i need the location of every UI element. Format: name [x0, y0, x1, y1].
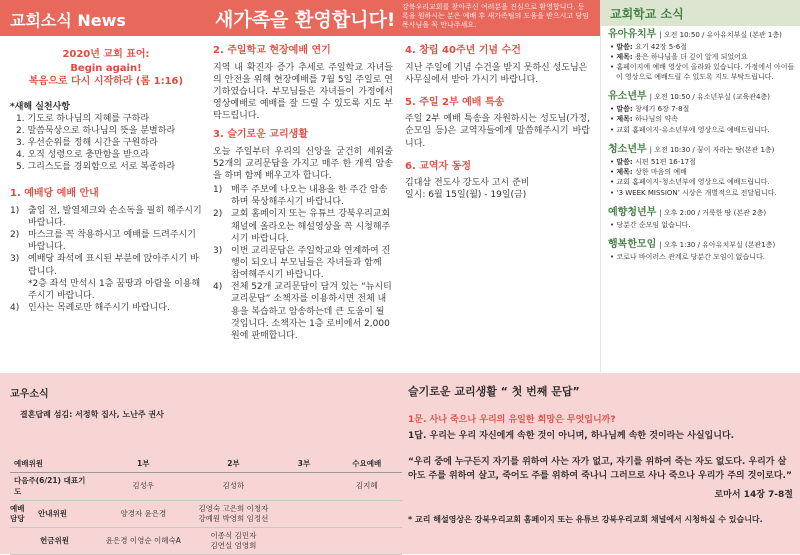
bullet-icon: •	[610, 188, 617, 197]
motto-line: Begin again!	[70, 62, 142, 74]
catechism-footnote: * 교리 해설영상은 강북우리교회 홈페이지 또는 유튜브 강북우리교회 채널에서 시청하실 수 있습니다.	[408, 515, 763, 525]
practice-item: 3. 우선순위를 정해 시간을 구원하라	[16, 137, 158, 148]
cell: 김영숙 고은희 이청자 강예원 박영희 임정선	[198, 503, 269, 523]
school-row-key: 제목	[616, 168, 630, 176]
table-row	[10, 473, 402, 500]
item-text: 마스크를 꼭 착용하시고 예배를 드려주시기 바랍니다.	[28, 230, 196, 253]
table-row	[10, 527, 402, 554]
item-number: 2)	[213, 209, 223, 220]
school-row-value: 홈페이지에 예배 영상이 올라와 있습니다. 가정에서 아이들이 영상으로 예배드릴 수 있도록 지도 부탁드립니다.	[616, 63, 795, 81]
school-row-value: 하나님의 약속	[635, 115, 678, 124]
s3-list	[213, 184, 393, 342]
cell: 윤은경 이영순 이혜숙A	[105, 535, 181, 545]
guide-item	[10, 205, 202, 229]
school-group-head	[608, 143, 796, 157]
cell: 김성우	[132, 481, 155, 491]
school-group	[608, 206, 796, 230]
school-group	[608, 143, 796, 198]
bullet-icon: •	[610, 115, 617, 124]
school-row-value: 교회 홈페이지-유소년부에 영상으로 예배드립니다.	[616, 125, 770, 134]
item-number: 4)	[10, 302, 20, 313]
s3-title: 3. 슬기로운 교리생활	[213, 129, 308, 141]
bullet-icon: •	[610, 157, 617, 166]
school-row-key: 제목	[616, 115, 630, 124]
catechism-ref: 로마서 14장 7-8절	[714, 490, 793, 501]
s4-title: 4. 창립 40주년 기념 수건	[405, 45, 521, 56]
guide-item	[10, 278, 202, 302]
school-groups	[608, 28, 796, 270]
item-number: 3)	[10, 254, 20, 265]
worship-table	[10, 456, 402, 555]
school-row	[608, 63, 796, 82]
cell: 다음주(6/21) 대표기도	[14, 476, 86, 496]
school-group	[608, 238, 796, 262]
school-row: • 말씀: 요기 42장 5-6절	[610, 42, 687, 51]
school-row-value: 시편 51편 16-17절	[635, 157, 696, 166]
practice-list	[16, 113, 202, 174]
item-number	[10, 278, 24, 302]
catechism-section	[408, 385, 793, 526]
item-text: 전체 52개 교리문답이 담겨 있는 “뉴시티 교리문답” 소책자를 이용하시면 전체 내용을 복습하고 암송하는데 큰 도움이 될 것입니다. 소책자는 1층 로비에서 2,000원에 판매합니다.	[231, 282, 392, 341]
guide-item	[10, 302, 202, 314]
school-row-value: 상한 마음의 예배	[635, 168, 687, 176]
school-row: • 제목: 하나님의 약속	[610, 115, 678, 124]
table-row	[10, 500, 402, 527]
col-head: 수요예배	[331, 456, 402, 473]
teacher-line: 결혼답례 섬김: 서정학 집사, 노난주 권사	[20, 409, 164, 419]
school-row: • 말씀: 시편 51편 16-17절	[610, 157, 696, 166]
school-row	[608, 189, 796, 198]
school-group-meta: | 오전 10:50 / 유소년부실 (교육관4층)	[649, 93, 770, 102]
s2-title: 2. 주일학교 현장예배 연기	[213, 45, 331, 56]
practice-item: 5. 그리스도를 경외함으로 서로 복종하라	[16, 162, 176, 173]
school-group-name: 유아유치부	[608, 29, 657, 40]
school-row-value: 요기 42장 5-6절	[635, 42, 687, 51]
item-text: 이번 교리문답은 주일학교와 연계하여 진행이 되오니 부모님들은 자녀들과 함께 참여해주시기 바랍니다.	[231, 245, 391, 281]
bullet-icon: •	[610, 125, 617, 134]
s6-line2: 일시: 6월 15일(월) - 19일(금)	[405, 190, 527, 201]
bullet-icon: •	[610, 42, 617, 51]
item-text: 인사는 목례로만 해주시기 바랍니다.	[28, 302, 170, 313]
catechism-answer: 1답. 우리는 우리 자신에게 속한 것이 아니며, 하나님께 속한 것이라는 사실입니다.	[408, 430, 735, 441]
item-text: 교회 홈페이지 또는 유튜브 강북우리교회 채널에 올라오는 해설영상을 꼭 시청해주시기 바랍니다.	[231, 209, 391, 244]
catechism-question: 1문. 사나 죽으나 우리의 유일한 희망은 무엇입니까?	[408, 414, 616, 425]
cell: 이종식 김민자 김연실 엄영희	[210, 530, 257, 551]
cell: 김성하	[222, 481, 245, 491]
school-row-key: 말씀	[616, 104, 630, 113]
guide-title: 1. 예배당 예배 안내	[10, 188, 99, 200]
item-text: 매주 주보에 나오는 내용을 한 주간 암송하며 묵상해주시기 바랍니다.	[231, 185, 388, 208]
practice-item: 4. 오직 성령으로 충만함을 받으라	[16, 150, 150, 161]
cell: 김지혜	[355, 481, 378, 491]
school-row	[608, 221, 796, 230]
catechism-header: 슬기로운 교리생활 “ 첫 번째 문답”	[408, 385, 580, 398]
s3-item	[213, 281, 393, 342]
item-number: 1)	[10, 205, 20, 216]
col-head: 1부	[96, 456, 190, 473]
school-row	[608, 178, 796, 187]
news-column	[10, 48, 202, 314]
school-group-meta: | 오후 2:00 / 거룩한 땅 (본관 2층)	[659, 209, 767, 218]
mid-column-b	[405, 44, 590, 201]
school-header: 교회학교 소식	[610, 7, 684, 21]
bullet-icon: •	[610, 168, 617, 176]
school-row-key: 말씀	[616, 157, 630, 166]
school-group-name: 예향청년부	[608, 207, 657, 219]
row-label: 헌금위원	[40, 535, 69, 545]
school-group-name: 유소년부	[608, 91, 647, 103]
school-group-meta: | 오전 10:30 / 꿈이 자라는 땅(본관 1층)	[649, 146, 775, 155]
school-group-meta: | 오후 1:30 / 유아유치부실 (본관1층)	[659, 241, 776, 250]
guide-list	[10, 205, 202, 314]
school-group-head	[608, 28, 796, 42]
s4-body: 지난 주일에 기념 수건을 받지 못하신 성도님은 사무실에서 받아 가시기 바랍니다.	[405, 62, 588, 85]
bullet-icon: •	[610, 178, 617, 187]
mid-column-a	[213, 44, 393, 342]
item-number: 3)	[213, 245, 223, 256]
school-group-name: 청소년부	[608, 144, 647, 156]
col-head: 2부	[190, 456, 276, 473]
cell: 양경자 윤은경	[120, 508, 167, 518]
school-row	[608, 126, 796, 135]
welcome-header: 새가족을 환영합니다!	[215, 9, 396, 31]
news-header: 교회소식 News	[10, 11, 126, 30]
motto-title: 2020년 교회 표어:	[62, 49, 150, 60]
s3-body: 오늘 주일부터 우리의 신앙을 굳건히 세워줄 52개의 교리문답을 가지고 매주 한 개씩 암송을 하며 함께 배우고자 합니다.	[213, 146, 393, 181]
motto-verse: 복음으로 다시 시작하라 (롬 1:16)	[28, 76, 184, 87]
guide-item	[10, 253, 202, 277]
practice-item: 1. 기도로 하나님의 지혜를 구하라	[16, 113, 150, 124]
school-row-value: 코로나 바이러스 관계로 당분간 모임이 없습니다.	[616, 252, 765, 261]
practice-title: *새해 실천사항	[10, 101, 71, 112]
item-text: *2층 좌석 만석시 1층 꿈땅과 아람을 이용해주시기 바랍니다.	[28, 278, 201, 301]
item-number: 1)	[213, 185, 223, 196]
school-group	[608, 28, 796, 82]
bullet-icon: •	[610, 63, 617, 72]
school-row: • 제목: 용은 하나님을 더 깊이 알게 되었어요	[610, 52, 748, 61]
school-row-value: 교회 홈페이지-청소년부에 영상으로 예배드립니다.	[616, 178, 770, 187]
welcome-note: 강북우리교회를 찾아주신 여러분을 진심으로 환영합니다. 등록을 원하시는 분은 예배 후 새가족팀의 도움을 받으시고 담임목사님을 꼭 만나주세요.	[402, 3, 589, 30]
school-row	[608, 253, 796, 262]
bullet-icon: •	[610, 104, 617, 113]
school-row-value: 창세기 6장 7-8절	[635, 104, 690, 113]
col-head: 3부	[277, 456, 332, 473]
school-group-head	[608, 90, 796, 104]
s3-item	[213, 184, 393, 208]
school-row-key: 말씀	[616, 42, 630, 51]
school-group-head	[608, 206, 796, 220]
cell	[277, 473, 332, 500]
practice-item: 2. 말씀묵상으로 하나님의 뜻을 분별하라	[16, 125, 176, 136]
school-group	[608, 90, 796, 135]
col-head: 예배위원	[10, 456, 96, 473]
s3-item	[213, 245, 393, 281]
school-group-name: 행복한모임	[608, 239, 657, 251]
bullet-icon: •	[610, 52, 617, 61]
item-number: 4)	[213, 282, 223, 293]
s6-title: 6. 교역자 동정	[405, 160, 472, 172]
school-row: • 말씀: 창세기 6장 7-8절	[610, 104, 690, 113]
teacher-section	[10, 388, 402, 555]
s5-body: 주일 2부 예배 특송을 자원하시는 성도님(가정, 순모임 등)은 교역자들에게 말씀해주시기 바랍니다.	[405, 114, 590, 149]
row-label: 안내위원	[38, 508, 67, 518]
motto-block	[10, 48, 202, 89]
teacher-header: 교우소식	[10, 389, 49, 400]
table-header-row	[10, 456, 402, 473]
item-text: 예배당 좌석에 표시된 부분에 앉아주시기 바랍니다.	[28, 254, 199, 277]
school-group-head	[608, 238, 796, 252]
school-row-value: ‘3 WEEK MISSION’ 시상은 개별적으로 전달됩니다.	[616, 188, 777, 197]
guide-item	[10, 229, 202, 253]
s2-body: 지역 내 확진자 증가 추세로 주일학교 자녀들의 안전을 위해 현장예배를 7월 5일 주일로 연기하였습니다. 부모님들은 자녀들이 가정에서 영상예배로 예배를 잘 드릴 수 있도록 지도 부탁드립니다.	[213, 62, 393, 122]
school-row-value: 당분간 순모임 없습니다.	[616, 220, 691, 229]
item-text: 출입 전, 발열체크와 손소독을 필히 해주시기 바랍니다.	[28, 205, 202, 228]
bullet-icon: •	[610, 252, 617, 261]
s6-line1: 김대삼 전도사 강도사 고시 준비	[405, 178, 530, 189]
school-row-key: 제목	[616, 52, 630, 61]
catechism-verse: “우리 중에 누구든지 자기를 위하여 사는 자가 없고, 자기를 위하여 죽는 자도 없도다. 우리가 살아도 주를 위하여 살고, 죽어도 주를 위하여 죽나니 그러므로 사나 죽으나 우리가 주의 것이로다.”	[408, 457, 792, 481]
school-group-meta: | 오전 10:50 / 유아유치부실 (본관 1층)	[659, 31, 782, 39]
school-row: • 제목: 상한 마음의 예배	[610, 168, 687, 176]
s5-title: 5. 주일 2부 예배 특송	[405, 96, 505, 108]
bullet-icon: •	[610, 220, 617, 229]
s3-item	[213, 208, 393, 244]
side-label: 예배 담당	[10, 503, 25, 523]
item-number: 2)	[10, 230, 20, 241]
school-row-value: 용은 하나님을 더 깊이 알게 되었어요	[635, 52, 748, 61]
